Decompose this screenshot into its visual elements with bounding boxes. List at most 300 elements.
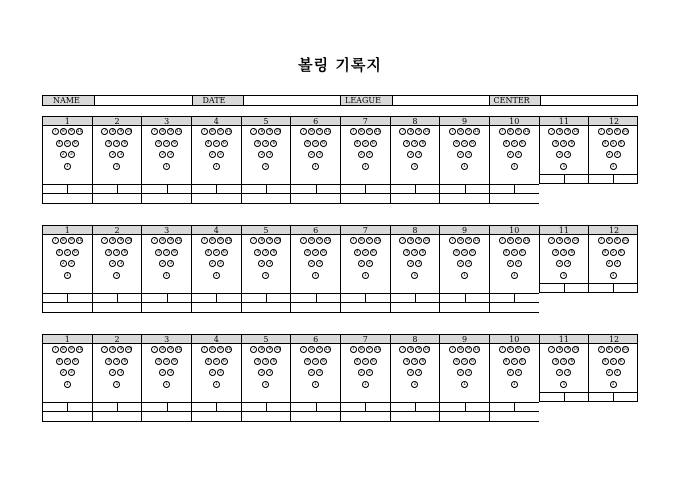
frame-5[interactable] (241, 344, 291, 422)
pin-circle[interactable]: 2 (159, 369, 166, 376)
pin-circle[interactable]: 3 (167, 260, 174, 267)
pin-circle[interactable]: 6 (370, 358, 377, 365)
pin-circle[interactable]: 7 (449, 237, 456, 244)
frame-6[interactable] (290, 344, 340, 422)
pin-circle[interactable]: 9 (266, 237, 273, 244)
pin-circle[interactable]: 9 (167, 128, 174, 135)
pin-circle[interactable]: 8 (358, 346, 365, 353)
pin-circle[interactable]: 3 (614, 260, 621, 267)
pin-circle[interactable]: 10 (225, 238, 232, 244)
frame-9[interactable] (439, 235, 489, 313)
pin-circle[interactable]: 7 (201, 237, 208, 244)
pin-circle[interactable]: 9 (465, 346, 472, 353)
roll-box[interactable] (291, 184, 340, 194)
pin-circle[interactable]: 10 (622, 238, 629, 244)
pin-circle[interactable]: 3 (316, 369, 323, 376)
pin-circle[interactable]: 2 (209, 260, 216, 267)
pin-circle[interactable]: 10 (275, 238, 282, 244)
roll-box[interactable] (93, 293, 142, 303)
pin-circle[interactable]: 7 (201, 346, 208, 353)
pin-circle[interactable]: 10 (573, 129, 580, 135)
pin-circle[interactable]: 5 (312, 358, 319, 365)
pin-circle[interactable]: 7 (399, 128, 406, 135)
pin-circle[interactable]: 6 (320, 140, 327, 147)
pin-circle[interactable]: 6 (370, 249, 377, 256)
pin-circle[interactable]: 10 (474, 129, 480, 135)
frame-10[interactable] (489, 126, 539, 204)
pin-circle[interactable]: 9 (515, 237, 522, 244)
pin-circle[interactable]: 8 (209, 346, 216, 353)
frame-3[interactable] (141, 126, 191, 204)
pin-circle[interactable]: 7 (548, 346, 555, 353)
pin-circle[interactable]: 5 (262, 249, 269, 256)
pin-circle[interactable]: 6 (519, 249, 526, 256)
pin-circle[interactable]: 5 (411, 358, 418, 365)
frame-total-box[interactable] (291, 303, 340, 313)
pin-circle[interactable]: 10 (176, 129, 182, 135)
pin-circle[interactable]: 2 (60, 151, 67, 158)
pin-circle[interactable]: 4 (552, 140, 559, 147)
pin-circle[interactable]: 8 (308, 128, 315, 135)
pin-circle[interactable]: 1 (262, 381, 269, 388)
pin-circle[interactable]: 3 (217, 369, 224, 376)
pin-circle[interactable]: 2 (556, 151, 563, 158)
frame-2[interactable] (92, 235, 142, 313)
pin-circle[interactable]: 4 (453, 358, 460, 365)
pin-circle[interactable]: 10 (374, 238, 381, 244)
pin-circle[interactable]: 10 (76, 347, 83, 353)
pin-circle[interactable]: 6 (270, 358, 277, 365)
pin-circle[interactable]: 1 (312, 163, 319, 170)
pin-circle[interactable]: 4 (56, 358, 63, 365)
pin-circle[interactable]: 1 (163, 163, 170, 170)
pin-circle[interactable]: 6 (568, 140, 575, 147)
pin-circle[interactable]: 4 (254, 140, 261, 147)
pin-circle[interactable]: 2 (358, 260, 365, 267)
pin-circle[interactable]: 3 (68, 260, 75, 267)
pin-circle[interactable]: 10 (374, 129, 381, 135)
frame-total-box[interactable] (93, 194, 142, 204)
pin-circle[interactable]: 7 (151, 128, 158, 135)
pin-circle[interactable]: 3 (117, 151, 124, 158)
pin-circle[interactable]: 3 (217, 260, 224, 267)
pin-circle[interactable]: 7 (499, 237, 506, 244)
pin-circle[interactable]: 6 (221, 249, 228, 256)
pin-circle[interactable]: 1 (213, 163, 220, 170)
pin-circle[interactable]: 3 (564, 151, 571, 158)
pin-circle[interactable]: 8 (358, 128, 365, 135)
pin-circle[interactable]: 7 (598, 128, 605, 135)
pin-circle[interactable]: 5 (312, 249, 319, 256)
pin-circle[interactable]: 10 (622, 129, 629, 135)
pin-circle[interactable]: 4 (56, 140, 63, 147)
pin-circle[interactable]: 5 (64, 249, 71, 256)
roll-box[interactable] (440, 293, 489, 303)
pin-circle[interactable]: 5 (262, 140, 269, 147)
pin-circle[interactable]: 2 (109, 369, 116, 376)
roll-box[interactable] (192, 293, 241, 303)
pin-circle[interactable]: 2 (159, 260, 166, 267)
frame-total-box[interactable] (490, 194, 539, 204)
roll-box[interactable] (242, 293, 291, 303)
frame-8[interactable] (390, 126, 440, 204)
pin-circle[interactable]: 1 (113, 272, 120, 279)
pin-circle[interactable]: 6 (618, 140, 625, 147)
pin-circle[interactable]: 3 (564, 260, 571, 267)
pin-circle[interactable]: 6 (72, 249, 79, 256)
frame-11[interactable] (539, 126, 589, 184)
frame-2[interactable] (92, 126, 142, 204)
pin-circle[interactable]: 3 (68, 151, 75, 158)
pin-circle[interactable]: 1 (610, 163, 617, 170)
frame-total-box[interactable] (391, 303, 440, 313)
frame-total-box[interactable] (440, 194, 489, 204)
roll-box[interactable] (341, 402, 390, 412)
roll-box[interactable] (589, 174, 637, 184)
pin-circle[interactable]: 4 (205, 140, 212, 147)
roll-box[interactable] (291, 293, 340, 303)
pin-circle[interactable]: 3 (614, 151, 621, 158)
pin-circle[interactable]: 2 (258, 369, 265, 376)
frame-total-box[interactable] (341, 412, 390, 422)
pin-circle[interactable]: 4 (205, 358, 212, 365)
frame-total-box[interactable] (242, 412, 291, 422)
pin-circle[interactable]: 10 (275, 347, 282, 353)
pin-circle[interactable]: 5 (163, 249, 170, 256)
frame-7[interactable] (340, 235, 390, 313)
pin-circle[interactable]: 1 (511, 381, 518, 388)
pin-circle[interactable]: 3 (266, 260, 273, 267)
frame-total-box[interactable] (242, 303, 291, 313)
pin-circle[interactable]: 6 (469, 249, 476, 256)
frame-5[interactable] (241, 126, 291, 204)
pin-circle[interactable]: 5 (213, 358, 220, 365)
pin-circle[interactable]: 9 (68, 237, 75, 244)
pin-circle[interactable]: 10 (523, 238, 530, 244)
frame-total-box[interactable] (291, 412, 340, 422)
pin-circle[interactable]: 2 (358, 151, 365, 158)
pin-circle[interactable]: 4 (503, 249, 510, 256)
pin-circle[interactable]: 5 (64, 140, 71, 147)
pin-circle[interactable]: 7 (548, 237, 555, 244)
pin-circle[interactable]: 1 (64, 381, 71, 388)
roll-box[interactable] (540, 283, 589, 293)
pin-circle[interactable]: 9 (117, 237, 124, 244)
pin-circle[interactable]: 6 (72, 358, 79, 365)
pin-circle[interactable]: 7 (300, 346, 307, 353)
pin-circle[interactable]: 9 (217, 346, 224, 353)
date-field[interactable] (244, 96, 341, 105)
pin-circle[interactable]: 5 (262, 358, 269, 365)
roll-box[interactable] (391, 402, 440, 412)
frame-1[interactable] (42, 344, 92, 422)
pin-circle[interactable]: 10 (126, 238, 133, 244)
pin-circle[interactable]: 1 (511, 272, 518, 279)
pin-circle[interactable]: 8 (159, 128, 166, 135)
pin-circle[interactable]: 5 (113, 249, 120, 256)
pin-circle[interactable]: 10 (374, 347, 381, 353)
pin-circle[interactable]: 3 (465, 151, 472, 158)
pin-circle[interactable]: 4 (304, 140, 311, 147)
pin-circle[interactable]: 5 (511, 140, 518, 147)
pin-circle[interactable]: 8 (258, 237, 265, 244)
roll-box[interactable] (242, 402, 291, 412)
pin-circle[interactable]: 2 (407, 151, 414, 158)
pin-circle[interactable]: 9 (217, 128, 224, 135)
pin-circle[interactable]: 2 (457, 151, 464, 158)
pin-circle[interactable]: 6 (469, 140, 476, 147)
pin-circle[interactable]: 3 (564, 369, 571, 376)
pin-circle[interactable]: 5 (362, 140, 369, 147)
pin-circle[interactable]: 9 (266, 128, 273, 135)
frame-6[interactable] (290, 126, 340, 204)
pin-circle[interactable]: 5 (560, 140, 567, 147)
pin-circle[interactable]: 1 (312, 381, 319, 388)
pin-circle[interactable]: 3 (614, 369, 621, 376)
pin-circle[interactable]: 9 (564, 128, 571, 135)
pin-circle[interactable]: 10 (126, 347, 133, 353)
roll-box[interactable] (291, 402, 340, 412)
pin-circle[interactable]: 6 (270, 140, 277, 147)
pin-circle[interactable]: 9 (266, 346, 273, 353)
pin-circle[interactable]: 4 (155, 249, 162, 256)
pin-circle[interactable]: 2 (457, 260, 464, 267)
roll-box[interactable] (192, 184, 241, 194)
pin-circle[interactable]: 5 (411, 140, 418, 147)
pin-circle[interactable]: 10 (225, 129, 232, 135)
pin-circle[interactable]: 7 (151, 237, 158, 244)
pin-circle[interactable]: 10 (622, 347, 629, 353)
pin-circle[interactable]: 6 (72, 140, 79, 147)
pin-circle[interactable]: 10 (325, 129, 331, 135)
pin-circle[interactable]: 7 (250, 346, 257, 353)
frame-6[interactable] (290, 235, 340, 313)
pin-circle[interactable]: 6 (320, 249, 327, 256)
pin-circle[interactable]: 4 (453, 140, 460, 147)
pin-circle[interactable]: 3 (465, 260, 472, 267)
pin-circle[interactable]: 8 (209, 237, 216, 244)
pin-circle[interactable]: 3 (316, 260, 323, 267)
pin-circle[interactable]: 9 (366, 128, 373, 135)
pin-circle[interactable]: 9 (117, 128, 124, 135)
pin-circle[interactable]: 2 (358, 369, 365, 376)
pin-circle[interactable]: 7 (300, 128, 307, 135)
pin-circle[interactable]: 5 (610, 140, 617, 147)
pin-circle[interactable]: 2 (60, 260, 67, 267)
frame-total-box[interactable] (43, 412, 92, 422)
pin-circle[interactable]: 2 (507, 260, 514, 267)
frame-total-box[interactable] (43, 303, 92, 313)
frame-11[interactable] (539, 235, 589, 293)
frame-total-box[interactable] (391, 412, 440, 422)
pin-circle[interactable]: 8 (606, 346, 613, 353)
roll-box[interactable] (93, 184, 142, 194)
pin-circle[interactable]: 8 (258, 128, 265, 135)
pin-circle[interactable]: 4 (552, 249, 559, 256)
frame-total-box[interactable] (490, 303, 539, 313)
pin-circle[interactable]: 1 (163, 272, 170, 279)
frame-1[interactable] (42, 126, 92, 204)
pin-circle[interactable]: 2 (606, 369, 613, 376)
pin-circle[interactable]: 5 (461, 358, 468, 365)
pin-circle[interactable]: 7 (52, 128, 59, 135)
pin-circle[interactable]: 8 (109, 346, 116, 353)
roll-box[interactable] (589, 392, 637, 402)
pin-circle[interactable]: 10 (573, 238, 580, 244)
frame-total-box[interactable] (242, 194, 291, 204)
pin-circle[interactable]: 9 (515, 346, 522, 353)
pin-circle[interactable]: 2 (109, 260, 116, 267)
pin-circle[interactable]: 6 (171, 249, 178, 256)
pin-circle[interactable]: 6 (519, 140, 526, 147)
roll-box[interactable] (440, 402, 489, 412)
pin-circle[interactable]: 7 (399, 237, 406, 244)
pin-circle[interactable]: 4 (254, 249, 261, 256)
pin-circle[interactable]: 7 (449, 346, 456, 353)
pin-circle[interactable]: 3 (366, 260, 373, 267)
pin-circle[interactable]: 1 (64, 272, 71, 279)
frame-10[interactable] (489, 235, 539, 313)
pin-circle[interactable]: 3 (167, 369, 174, 376)
frame-8[interactable] (390, 235, 440, 313)
frame-4[interactable] (191, 126, 241, 204)
pin-circle[interactable]: 9 (316, 346, 323, 353)
pin-circle[interactable]: 10 (424, 129, 431, 135)
pin-circle[interactable]: 6 (221, 140, 228, 147)
pin-circle[interactable]: 5 (113, 140, 120, 147)
pin-circle[interactable]: 9 (366, 237, 373, 244)
frame-11[interactable] (539, 344, 589, 402)
pin-circle[interactable]: 1 (560, 163, 567, 170)
pin-circle[interactable]: 7 (499, 346, 506, 353)
pin-circle[interactable]: 3 (415, 151, 422, 158)
pin-circle[interactable]: 8 (507, 237, 514, 244)
pin-circle[interactable]: 10 (225, 347, 232, 353)
pin-circle[interactable]: 7 (101, 237, 108, 244)
pin-circle[interactable]: 9 (515, 128, 522, 135)
pin-circle[interactable]: 1 (64, 163, 71, 170)
pin-circle[interactable]: 9 (217, 237, 224, 244)
pin-circle[interactable]: 2 (109, 151, 116, 158)
pin-circle[interactable]: 8 (407, 128, 414, 135)
pin-circle[interactable]: 5 (362, 249, 369, 256)
pin-circle[interactable]: 1 (262, 163, 269, 170)
pin-circle[interactable]: 3 (415, 260, 422, 267)
pin-circle[interactable]: 8 (358, 237, 365, 244)
pin-circle[interactable]: 3 (515, 369, 522, 376)
pin-circle[interactable]: 8 (556, 237, 563, 244)
frame-total-box[interactable] (43, 194, 92, 204)
pin-circle[interactable]: 9 (68, 128, 75, 135)
pin-circle[interactable]: 5 (213, 249, 220, 256)
pin-circle[interactable]: 6 (568, 358, 575, 365)
pin-circle[interactable]: 9 (564, 237, 571, 244)
pin-circle[interactable]: 10 (523, 129, 530, 135)
pin-circle[interactable]: 4 (552, 358, 559, 365)
pin-circle[interactable]: 1 (411, 381, 418, 388)
pin-circle[interactable]: 4 (56, 249, 63, 256)
pin-circle[interactable]: 4 (403, 140, 410, 147)
pin-circle[interactable]: 8 (457, 346, 464, 353)
pin-circle[interactable]: 3 (117, 369, 124, 376)
pin-circle[interactable]: 1 (560, 381, 567, 388)
pin-circle[interactable]: 2 (507, 151, 514, 158)
frame-total-box[interactable] (142, 412, 191, 422)
pin-circle[interactable]: 8 (407, 346, 414, 353)
pin-circle[interactable]: 3 (515, 260, 522, 267)
pin-circle[interactable]: 2 (407, 260, 414, 267)
frame-total-box[interactable] (341, 194, 390, 204)
pin-circle[interactable]: 6 (618, 249, 625, 256)
pin-circle[interactable]: 4 (503, 358, 510, 365)
roll-box[interactable] (43, 293, 92, 303)
pin-circle[interactable]: 6 (568, 249, 575, 256)
pin-circle[interactable]: 4 (602, 358, 609, 365)
pin-circle[interactable]: 5 (461, 249, 468, 256)
pin-circle[interactable]: 5 (411, 249, 418, 256)
pin-circle[interactable]: 7 (151, 346, 158, 353)
pin-circle[interactable]: 6 (419, 140, 426, 147)
roll-box[interactable] (490, 402, 539, 412)
pin-circle[interactable]: 2 (60, 369, 67, 376)
pin-circle[interactable]: 3 (366, 369, 373, 376)
pin-circle[interactable]: 8 (60, 346, 67, 353)
frame-12[interactable] (588, 344, 638, 402)
pin-circle[interactable]: 4 (254, 358, 261, 365)
roll-box[interactable] (341, 184, 390, 194)
frame-total-box[interactable] (490, 412, 539, 422)
pin-circle[interactable]: 8 (209, 128, 216, 135)
pin-circle[interactable]: 1 (610, 381, 617, 388)
pin-circle[interactable]: 5 (362, 358, 369, 365)
frame-12[interactable] (588, 126, 638, 184)
pin-circle[interactable]: 6 (370, 140, 377, 147)
frame-5[interactable] (241, 235, 291, 313)
pin-circle[interactable]: 5 (163, 358, 170, 365)
pin-circle[interactable]: 3 (316, 151, 323, 158)
pin-circle[interactable]: 6 (221, 358, 228, 365)
pin-circle[interactable]: 7 (350, 128, 357, 135)
pin-circle[interactable]: 2 (258, 151, 265, 158)
pin-circle[interactable]: 4 (354, 140, 361, 147)
pin-circle[interactable]: 8 (507, 346, 514, 353)
pin-circle[interactable]: 8 (457, 128, 464, 135)
pin-circle[interactable]: 10 (474, 347, 480, 353)
frame-8[interactable] (390, 344, 440, 422)
pin-circle[interactable]: 9 (316, 237, 323, 244)
pin-circle[interactable]: 3 (415, 369, 422, 376)
frame-total-box[interactable] (192, 412, 241, 422)
pin-circle[interactable]: 6 (320, 358, 327, 365)
roll-box[interactable] (43, 184, 92, 194)
pin-circle[interactable]: 4 (354, 358, 361, 365)
pin-circle[interactable]: 3 (266, 151, 273, 158)
pin-circle[interactable]: 10 (325, 238, 331, 244)
frame-9[interactable] (439, 344, 489, 422)
roll-box[interactable] (242, 184, 291, 194)
pin-circle[interactable]: 1 (113, 381, 120, 388)
pin-circle[interactable]: 10 (176, 347, 182, 353)
pin-circle[interactable]: 2 (308, 151, 315, 158)
roll-box[interactable] (589, 283, 637, 293)
pin-circle[interactable]: 10 (76, 129, 83, 135)
pin-circle[interactable]: 5 (312, 140, 319, 147)
pin-circle[interactable]: 5 (511, 249, 518, 256)
pin-circle[interactable]: 2 (457, 369, 464, 376)
frame-total-box[interactable] (341, 303, 390, 313)
pin-circle[interactable]: 7 (201, 128, 208, 135)
pin-circle[interactable]: 2 (308, 369, 315, 376)
